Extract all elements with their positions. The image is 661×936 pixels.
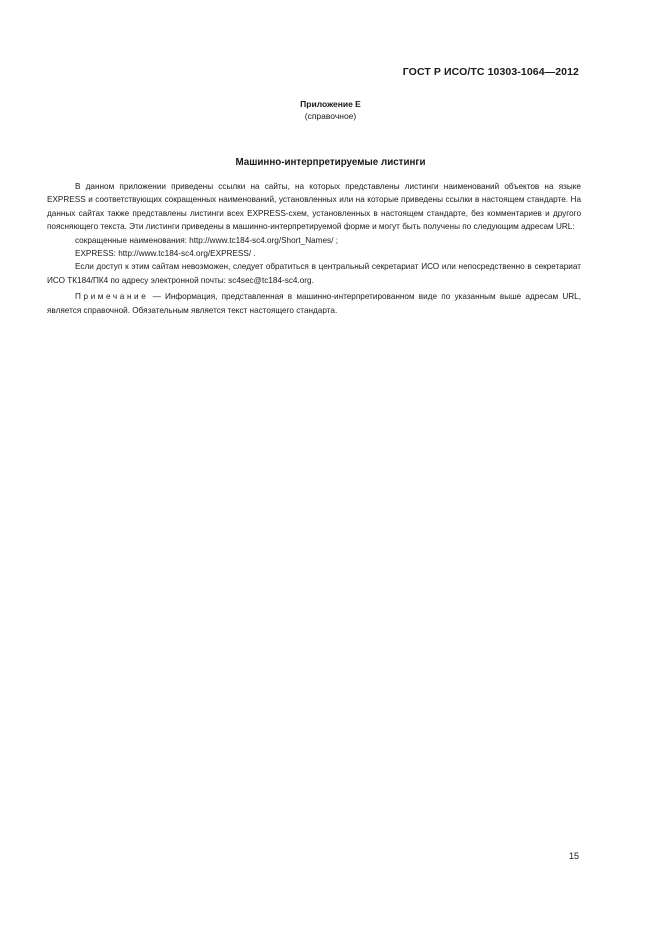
note-paragraph [47, 290, 581, 317]
url-short-names: сокращенные наименования: http://www.tc184-sc4.org/Short_Names/ ; [75, 235, 338, 245]
intro-paragraph: В данном приложении приведены ссылки на сайты, на которых представлены листинги наименований объектов на языке EXPRESS и соответствующих сокращенных наименований, установленных или на которые приведены ссылки в настоящем стандарте. На данных сайтах также представлены листинги всех EXPRESS-схем, установленных в настоящем стандарте, без комментариев и другого поясняющего текста. Эти листинги приведены в машинно-интерпретируемой форме и могут быть получены по следующим адресам URL: [47, 182, 581, 232]
body-text [47, 180, 581, 317]
page-number: 15 [568, 851, 579, 861]
note-label: Примечание [75, 292, 149, 302]
annex-subtitle: (справочное) [304, 111, 357, 121]
section-title: Машинно-интерпретируемые листинги [235, 157, 426, 168]
access-paragraph: Если доступ к этим сайтам невозможен, следует обратиться в центральный секретариат ИСО или непосредственно в секретариат ИСО ТК184/ПК4 по адресу электронной почты: sc4sec@tc184-sc4.org. [47, 262, 581, 285]
note-text: — Информация, представленная в машинно-интерпретированном виде по указанным выше адресам URL, является справочной. Обязательным является текст настоящего стандарта. [47, 292, 581, 315]
annex-title: Приложение E [300, 99, 361, 109]
url-express: EXPRESS: http://www.tc184-sc4.org/EXPRESS/ . [75, 249, 256, 259]
annex-heading [0, 98, 661, 122]
document-code-header: ГОСТ Р ИСО/ТС 10303-1064—2012 [402, 66, 579, 78]
